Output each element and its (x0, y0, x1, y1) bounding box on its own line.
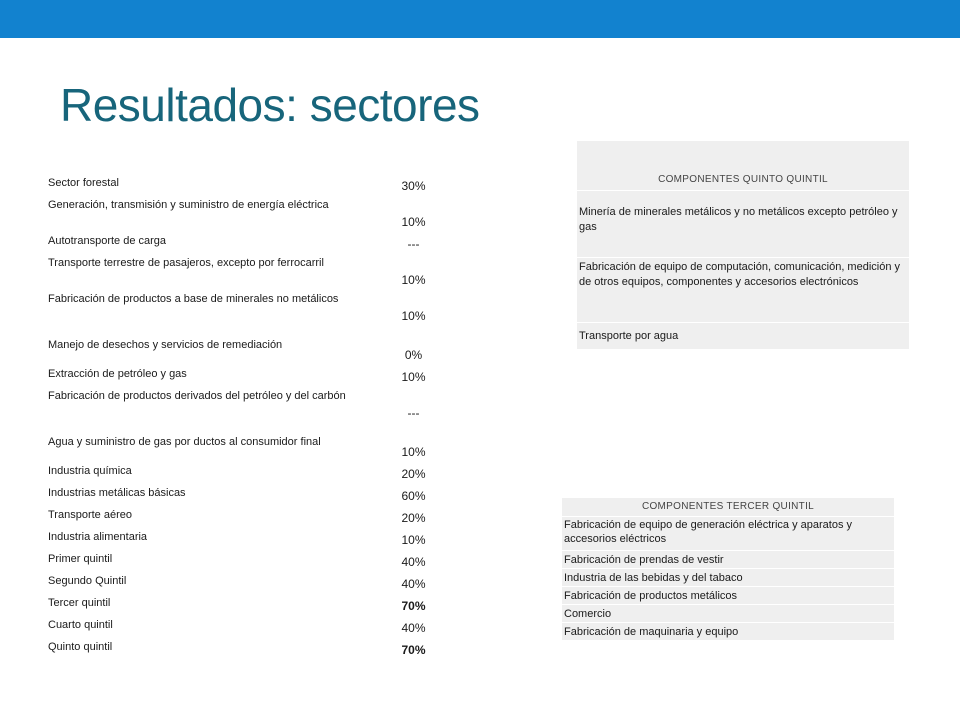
table-row (46, 506, 445, 528)
table-row (46, 365, 445, 387)
slide-title: Resultados: sectores (60, 79, 480, 131)
list-item: Industria de las bebidas y del tabaco (562, 569, 894, 587)
table-row (46, 572, 445, 594)
quintile-value: 70% (381, 594, 445, 616)
sector-name: Transporte terrestre de pasajeros, excepto por ferrocarril (46, 254, 381, 290)
list-item: Fabricación de equipo de generación eléctrica y aparatos y accesorios eléctricos (562, 517, 894, 551)
sector-name: Fabricación de productos a base de minerales no metálicos (46, 290, 381, 326)
sector-value: --- (381, 232, 445, 254)
list-item: Comercio (562, 605, 894, 623)
sector-name: Generación, transmisión y suministro de energía eléctrica (46, 196, 381, 232)
quintile-name: Tercer quintil (46, 594, 381, 616)
sector-value: 10% (381, 290, 445, 326)
list-item: Fabricación de equipo de computación, comunicación, medición y de otros equipos, componentes y accesorios electrónicos (577, 258, 909, 323)
sector-value: 10% (381, 528, 445, 550)
list-item: Minería de minerales metálicos y no metálicos excepto petróleo y gas (577, 191, 909, 258)
tercer-quintil-components (562, 498, 894, 641)
quintile-value: 40% (381, 616, 445, 638)
table-row (46, 638, 445, 660)
sector-value: --- (381, 387, 445, 423)
table-row (46, 423, 445, 462)
quintile-name: Quinto quintil (46, 638, 381, 660)
list-item: Fabricación de prendas de vestir (562, 551, 894, 569)
sector-value: 10% (381, 254, 445, 290)
top-accent-bar (0, 0, 960, 38)
sector-name: Manejo de desechos y servicios de remediación (46, 326, 381, 365)
sector-name: Industrias metálicas básicas (46, 484, 381, 506)
quintile-value: 40% (381, 572, 445, 594)
sector-value: 10% (381, 196, 445, 232)
table-row (46, 326, 445, 365)
table-row (46, 174, 445, 196)
quintile-name: Segundo Quintil (46, 572, 381, 594)
table-row (46, 232, 445, 254)
table-row (46, 196, 445, 232)
quintile-name: Primer quintil (46, 550, 381, 572)
sector-name: Industria química (46, 462, 381, 484)
quintile-name: Cuarto quintil (46, 616, 381, 638)
sector-name: Agua y suministro de gas por ductos al consumidor final (46, 423, 381, 462)
list-item: Fabricación de maquinaria y equipo (562, 623, 894, 641)
sectors-table (46, 174, 445, 660)
sector-name: Extracción de petróleo y gas (46, 365, 381, 387)
sector-value: 30% (381, 174, 445, 196)
sector-value: 20% (381, 506, 445, 528)
table-row (46, 387, 445, 423)
table-row (46, 616, 445, 638)
list-item: Fabricación de productos metálicos (562, 587, 894, 605)
quinto-quintil-header: COMPONENTES QUINTO QUINTIL (577, 141, 909, 191)
table-row (46, 290, 445, 326)
table-row (46, 484, 445, 506)
list-item: Transporte por agua (577, 323, 909, 350)
table-row (46, 594, 445, 616)
quintile-value: 70% (381, 638, 445, 660)
sector-value: 60% (381, 484, 445, 506)
sector-name: Transporte aéreo (46, 506, 381, 528)
sector-value: 0% (381, 326, 445, 365)
table-row (46, 254, 445, 290)
sector-value: 10% (381, 365, 445, 387)
sector-name: Sector forestal (46, 174, 381, 196)
tercer-quintil-header: COMPONENTES TERCER QUINTIL (562, 498, 894, 517)
table-row (46, 462, 445, 484)
table-row (46, 550, 445, 572)
quintile-value: 40% (381, 550, 445, 572)
sector-name: Fabricación de productos derivados del petróleo y del carbón (46, 387, 381, 423)
sector-value: 10% (381, 423, 445, 462)
sector-name: Industria alimentaria (46, 528, 381, 550)
quinto-quintil-components (577, 141, 909, 350)
sector-name: Autotransporte de carga (46, 232, 381, 254)
table-row (46, 528, 445, 550)
sector-value: 20% (381, 462, 445, 484)
